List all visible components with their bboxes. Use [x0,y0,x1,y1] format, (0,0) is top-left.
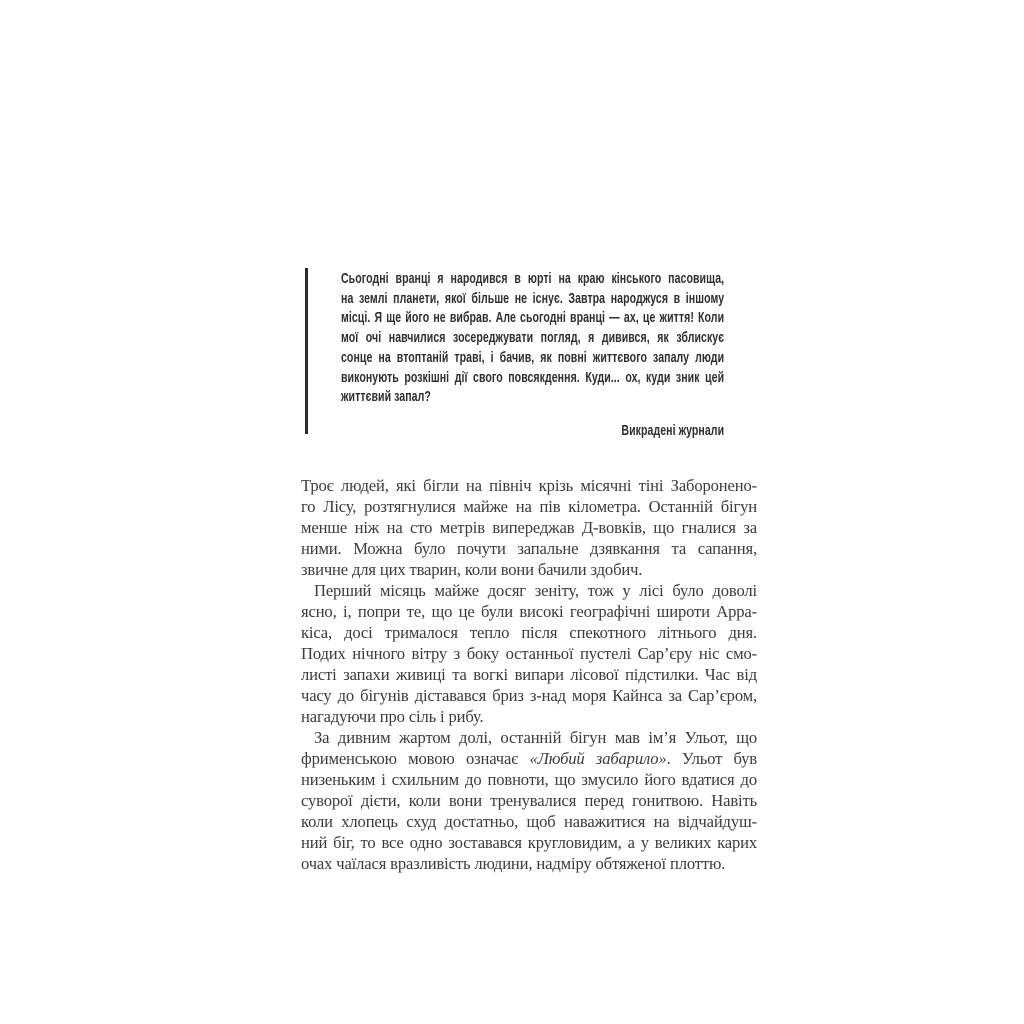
text-segment: . Ульот був [666,749,757,768]
epigraph-quote [341,269,724,407]
text-line: ними. Можна було почути запальне дзявкання та сапання, [301,539,757,558]
epigraph-rule [305,268,308,434]
text-line: листі запахи живиці та вогкі випари лісової підстилки. Час від [301,665,757,684]
epigraph-line: сонце на втоптаній траві, і бачив, як повні життєвого запалу люди [341,348,725,366]
text-line: ний біг, то все одно зоставався кругловидим, а у великих карих [301,833,757,852]
epigraph-line: життєвий запал? [341,388,431,406]
text-line: ясно, і, попри те, що це були високі географічні широти Арра- [301,602,757,621]
epigraph-line: на землі планети, якої більше не існує. Завтра народжуся в іншому [341,289,725,307]
text-line: очах чаїлася вразливість людини, надміру обтяженої плоттю. [301,854,726,873]
epigraph-block [341,269,724,441]
body-text [301,475,757,874]
text-segment: фрименською мовою означає [301,749,530,768]
epigraph-line: виконують розкішні дії свого повсякдення. Куди... ох, куди зник цей [341,368,725,386]
text-line: менше ніж на сто метрів випереджав Д-вовків, що гналися за [301,518,757,537]
text-line: кіса, досі трималося тепло після спекотного літнього дня. [301,623,757,642]
text-line: звичне для цих тварин, коли вони бачили здобич. [301,560,643,579]
text-line: За дивним жартом долі, останній бігун мав ім’я Ульот, що [314,728,757,747]
epigraph-line: Сьогодні вранці я народився в юрті на краю кінського пасовища, [341,270,725,287]
text-line: Троє людей, які бігли на північ крізь місячні тіні Заборонено- [301,476,757,495]
epigraph-attribution: Викрадені журнали [621,421,725,439]
text-line: Перший місяць майже досяг зеніту, тож у лісі було доволі [314,581,757,600]
text-line: низеньким і схильним до повноти, що змусило його вдатися до [301,770,757,789]
epigraph-line: мої очі навчилися зосереджувати погляд, я дивився, як зблискує [341,329,725,347]
paragraph [301,580,757,727]
text-line: часу до бігунів діставався бриз з-над моря Кайнса за Сар’єром, [301,686,757,705]
text-line [301,748,757,769]
text-line: Подих нічного вітру з боку останньої пустелі Сар’єру ніс смо- [301,644,757,663]
text-line: суворої дієти, коли вони тренувалися перед гонитвою. Навіть [301,791,757,810]
text-line: коли хлопець схуд достатньо, щоб наважитися на відчайдуш- [301,812,757,831]
text-line: нагадуючи про сіль і рибу. [301,707,484,726]
paragraph [301,475,757,580]
italic-phrase: «Любий забарило» [529,749,667,768]
epigraph-line: місці. Я ще його не вибрав. Але сьогодні вранці — ах, це життя! Коли [341,309,725,327]
paragraph [301,727,757,874]
text-line: го Лісу, розтягнулися майже на пів кілометра. Останній бігун [301,497,757,516]
